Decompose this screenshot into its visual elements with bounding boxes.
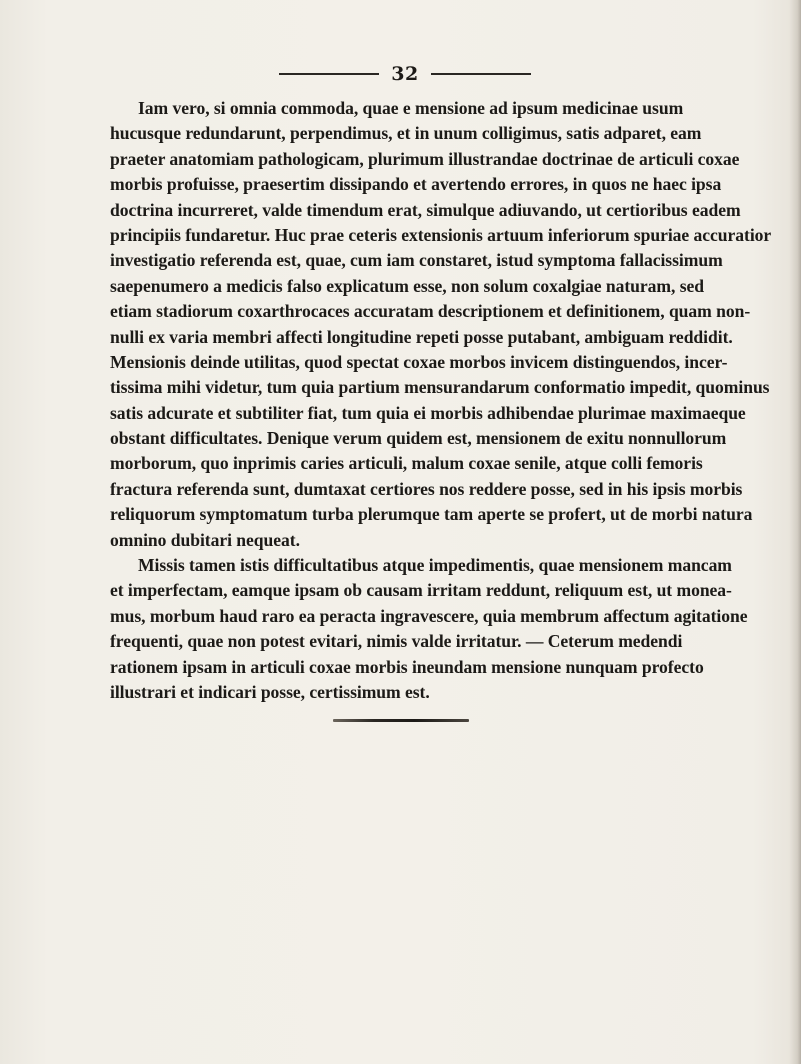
page-number: 32 — [391, 63, 419, 85]
text-line: praeter anatomiam pathologicam, plurimum illustrandae doctrinae de articuli coxae — [110, 148, 740, 169]
text-line: principiis fundaretur. Huc prae ceteris extensionis artuum inferiorum spuriae accuratior — [110, 224, 772, 245]
text-line: Mensionis deinde utilitas, quod spectat coxae morbos invicem distinguendos, incer- — [110, 351, 728, 372]
text-line: Missis tamen istis difficultatibus atque impedimentis, quae mensionem mancam — [138, 555, 732, 576]
text-line: illustrari et indicari posse, certissimum est. — [110, 681, 430, 702]
text-line: etiam stadiorum coxarthrocaces accuratam descriptionem et definitionem, quam non- — [110, 301, 751, 322]
text-line: hucusque redundarunt, perpendimus, et in unum colligimus, satis adparet, eam — [110, 123, 702, 144]
text-line: frequenti, quae non potest evitari, nimis valde irritatur. — Ceterum medendi — [110, 631, 683, 652]
text-line: doctrina incurreret, valde timendum erat, simulque adiuvando, ut certioribus eadem — [110, 199, 741, 220]
body-text — [110, 96, 772, 705]
text-line: nulli ex varia membri affecti longitudine repeti posse putabant, ambiguam reddidit. — [110, 326, 733, 347]
text-line: rationem ipsam in articuli coxae morbis ineundam mensione nunquam profecto — [110, 656, 704, 677]
text-line: obstant difficultates. Denique verum quidem est, mensionem de exitu nonnullorum — [110, 428, 727, 449]
text-line: saepenumero a medicis falso explicatum esse, non solum coxalgiae naturam, sed — [110, 275, 704, 296]
text-line: et imperfectam, eamque ipsam ob causam irritam reddunt, reliquum est, ut monea- — [110, 580, 732, 601]
text-line: investigatio referenda est, quae, cum iam constaret, istud symptoma fallacissimum — [110, 250, 723, 271]
text-line: mus, morbum haud raro ea peracta ingravescere, quia membrum affectum agitatione — [110, 605, 748, 626]
footer-rule — [333, 719, 469, 722]
header-rule-right — [431, 73, 531, 75]
text-line: fractura referenda sunt, dumtaxat certiores nos reddere posse, sed in his ipsis morbis — [110, 478, 743, 499]
text-line: Iam vero, si omnia commoda, quae e mensione ad ipsum medicinae usum — [138, 98, 684, 118]
text-line: morbis profuisse, praesertim dissipando et avertendo errores, in quos ne haec ipsa — [110, 174, 722, 195]
page-edge-shadow — [789, 0, 801, 1064]
page-header — [240, 62, 570, 86]
text-line: tissima mihi videtur, tum quia partium mensurandarum conformatio impedit, quominus — [110, 377, 770, 398]
text-line: reliquorum symptomatum turba plerumque tam aperte se profert, ut de morbi natura — [110, 504, 753, 525]
header-rule-left — [279, 73, 379, 75]
text-line: omnino dubitari nequeat. — [110, 529, 300, 550]
text-line: satis adcurate et subtiliter fiat, tum quia ei morbis adhibendae plurimae maximaeque — [110, 402, 746, 423]
text-line: morborum, quo inprimis caries articuli, malum coxae senile, atque colli femoris — [110, 453, 703, 474]
